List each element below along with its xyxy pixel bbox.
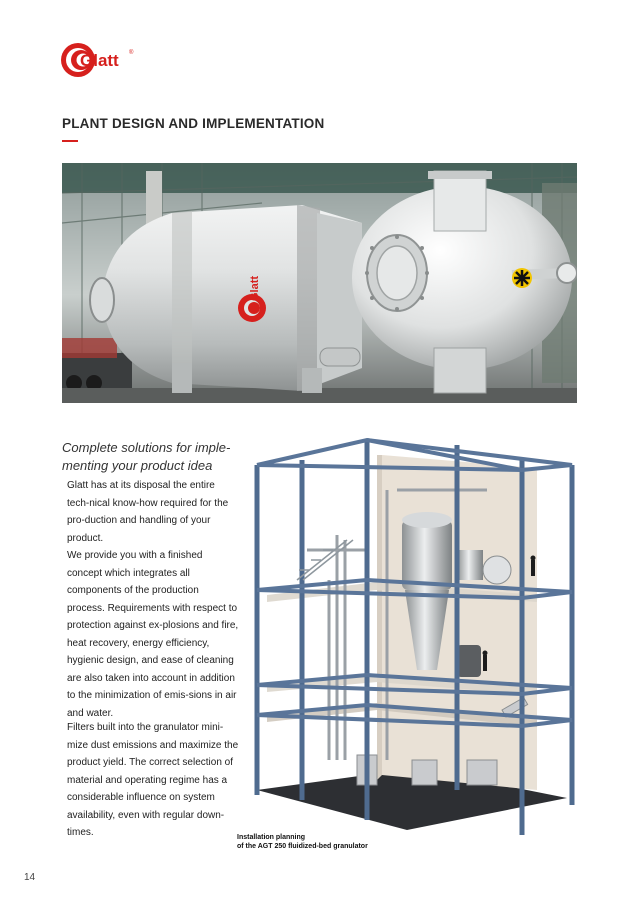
installation-plan-illustration [237,430,577,835]
intro-heading: Complete solutions for imple-menting your product idea [62,440,231,473]
logo-registered-mark: ® [129,50,134,56]
section-title: PLANT DESIGN AND IMPLEMENTATION [62,116,325,131]
body-paragraph-1: Glatt has at its disposal the entire tech-nical know-how required for the pro-duction and handling of your product. [67,480,229,544]
logo-wordmark: Glatt [80,51,119,70]
title-underline [62,140,78,142]
caption-line-2: of the AGT 250 fluidized-bed granulator [237,843,368,850]
granulator-vessel-photo [62,163,577,403]
page-number: 14 [24,872,36,883]
svg-text:Glatt: Glatt [249,275,261,301]
body-paragraph-2: We provide you with a finished concept which integrates all components of the production process. Requirements with respect to protection against ex-plosions and fire, heat recovery, energy efficiency, hygienic design, and ease of cleaning are also taken into account in addition to the minimization of emis-sions in air and water. [67,550,239,719]
caption-line-1: Installation planning [237,834,306,841]
body-paragraph-3: Filters built into the granulator mini-mize dust emissions and maximize the product yield. The correct selection of material and operating regime has a considerable influence on system availability, even with regular down-times. [67,722,239,838]
figure-caption [237,833,368,851]
glatt-logo [60,40,140,80]
